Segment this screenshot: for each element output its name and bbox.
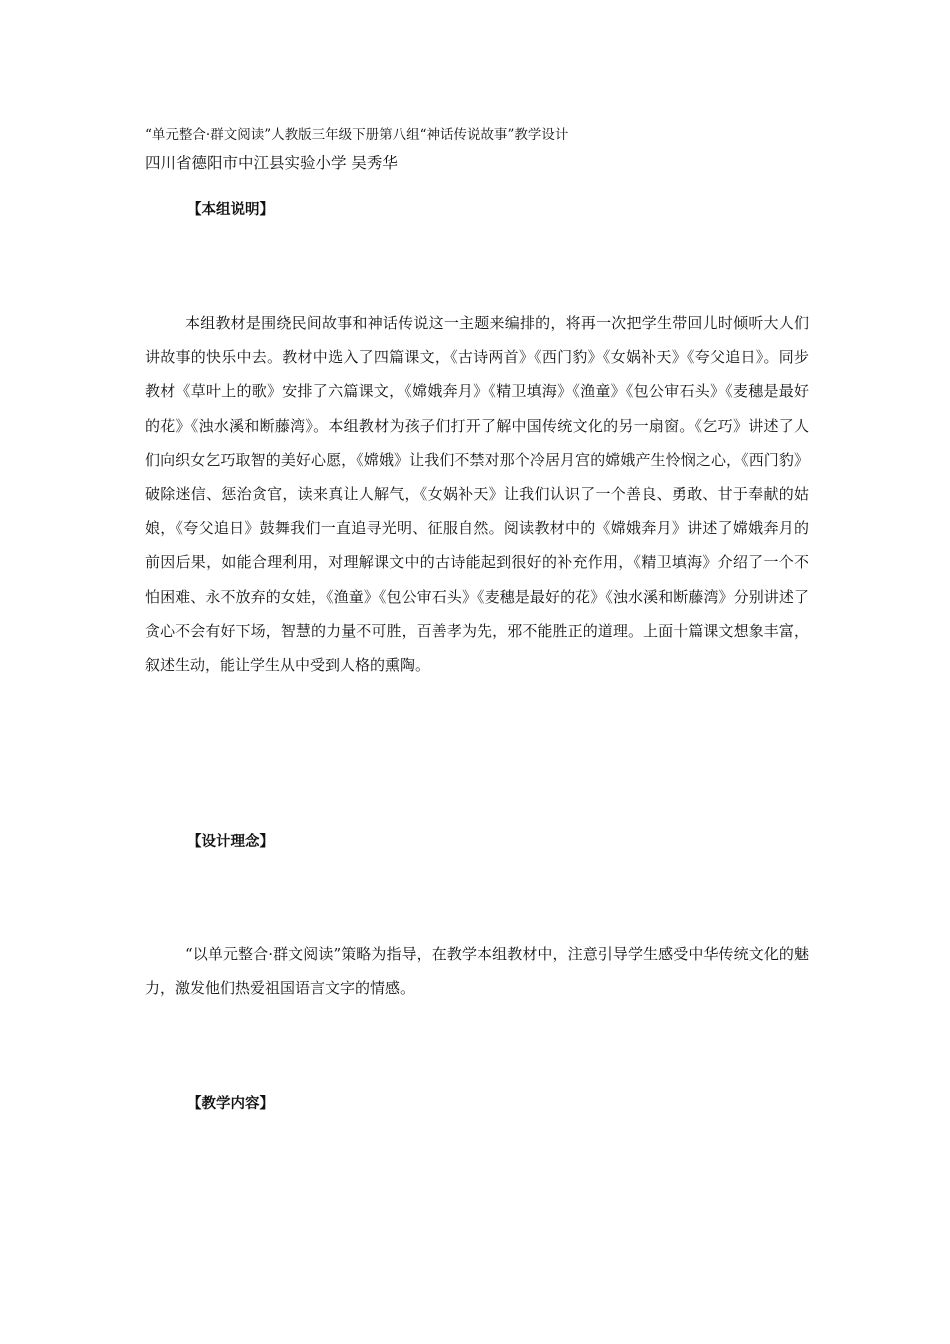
section-heading-design-concept: 【设计理念】: [187, 834, 274, 850]
section-heading-group-description: 【本组说明】: [187, 202, 274, 218]
document-title: “单元整合·群文阅读”人教版三年级下册第八组“神话传说故事”教学设计: [145, 127, 569, 143]
section-paragraph-design-concept: “以单元整合·群文阅读”策略为指导，在教学本组教材中，注意引导学生感受中华传统文化的魅力，激发他们热爱祖国语言文字的情感。: [145, 945, 809, 998]
section-paragraph-group-description: 本组教材是围绕民间故事和神话传说这一主题来编排的，将再一次把学生带回儿时倾听大人们讲故事的快乐中去。教材中选入了四篇课文，《古诗两首》《西门豹》《女娲补天》《夸父追日》。同步教材《草叶上的歌》安排了六篇课文，《嫦娥奔月》《精卫填海》《渔童》《包公审石头》《麦穗是最好的花》《浊水溪和断藤湾》。本组教材为孩子们打开了解中国传统文化的另一扇窗。《乞巧》讲述了人们向织女乞巧取智的美好心愿，《嫦娥》让我们不禁对那个冷居月宫的嫦娥产生怜悯之心，《西门豹》破除迷信、惩治贪官，读来真让人解气，《女娲补天》让我们认识了一个善良、勇敢、甘于奉献的姑娘，《夸父追日》鼓舞我们一直追寻光明、征服自然。阅读教材中的《嫦娥奔月》讲述了嫦娥奔月的前因后果，如能合理利用，对理解课文中的古诗能起到很好的补充作用，《精卫填海》介绍了一个不怕困难、永不放弃的女娃，《渔童》《包公审石头》《麦穗是最好的花》《浊水溪和断藤湾》分别讲述了贪心不会有好下场，智慧的力量不可胜，百善孝为先，邪不能胜正的道理。上面十篇课文想象丰富，叙述生动，能让学生从中受到人格的熏陶。: [145, 314, 809, 675]
section-heading-teaching-content: 【教学内容】: [187, 1096, 274, 1112]
document-author: 四川省德阳市中江县实验小学 吴秀华: [145, 154, 398, 172]
